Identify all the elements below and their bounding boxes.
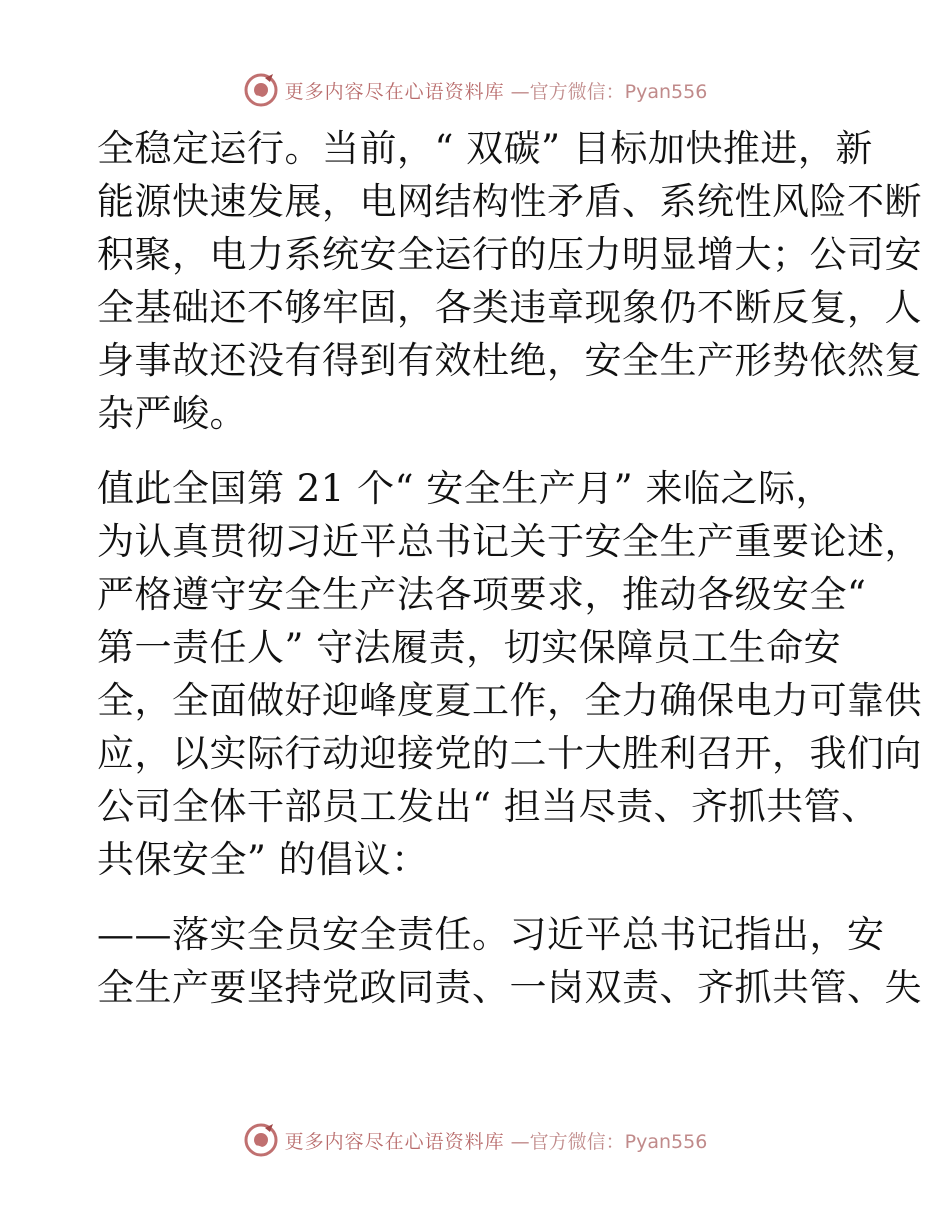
text-line: 全生产要坚持党政同责、一岗双责、齐抓共管、失 <box>97 966 922 1009</box>
text-line: 杂严峻。 <box>97 392 247 435</box>
text-line: 公司全体干部员工发出“ 担当尽责、齐抓共管、 <box>97 785 879 828</box>
footer-watermark-banner <box>0 1120 950 1160</box>
text-line: 身事故还没有得到有效杜绝，安全生产形势依然复 <box>97 339 922 382</box>
text-line: 积聚，电力系统安全运行的压力明显增大；公司安 <box>97 233 922 276</box>
paragraph-1 <box>97 122 922 440</box>
text-line: ——落实全员安全责任。习近平总书记指出，安 <box>97 913 885 956</box>
text-line: 能源快速发展，电网结构性矛盾、系统性风险不断 <box>97 180 922 223</box>
text-line: 全基础还不够牢固，各类违章现象仍不断反复，人 <box>97 286 922 329</box>
text-line: 全稳定运行。当前，“ 双碳” 目标加快推进，新 <box>97 127 873 170</box>
text-line: 共保安全” 的倡议： <box>97 838 429 881</box>
brand-text: 更多内容尽在心语资料库 <box>284 1130 505 1153</box>
document-body <box>97 122 922 1014</box>
brand-logo-icon <box>243 1122 279 1158</box>
text-line: 值此全国第 21 个“ 安全生产月” 来临之际， <box>97 467 833 510</box>
header-watermark-banner <box>0 70 950 110</box>
paragraph-3 <box>97 908 922 1014</box>
text-line: 应，以实际行动迎接党的二十大胜利召开，我们向 <box>97 732 922 775</box>
wechat-text: —官方微信：Pyan556 <box>510 80 708 103</box>
text-line: 全，全面做好迎峰度夏工作，全力确保电力可靠供 <box>97 679 922 722</box>
brand-logo-icon <box>243 72 279 108</box>
wechat-text: —官方微信：Pyan556 <box>510 1130 708 1153</box>
text-line: 为认真贯彻习近平总书记关于安全生产重要论述， <box>97 520 922 563</box>
text-line: 严格遵守安全生产法各项要求，推动各级安全“ <box>97 573 867 616</box>
text-line: 第一责任人” 守法履责，切实保障员工生命安 <box>97 626 842 669</box>
brand-text: 更多内容尽在心语资料库 <box>284 80 505 103</box>
paragraph-2 <box>97 462 922 886</box>
